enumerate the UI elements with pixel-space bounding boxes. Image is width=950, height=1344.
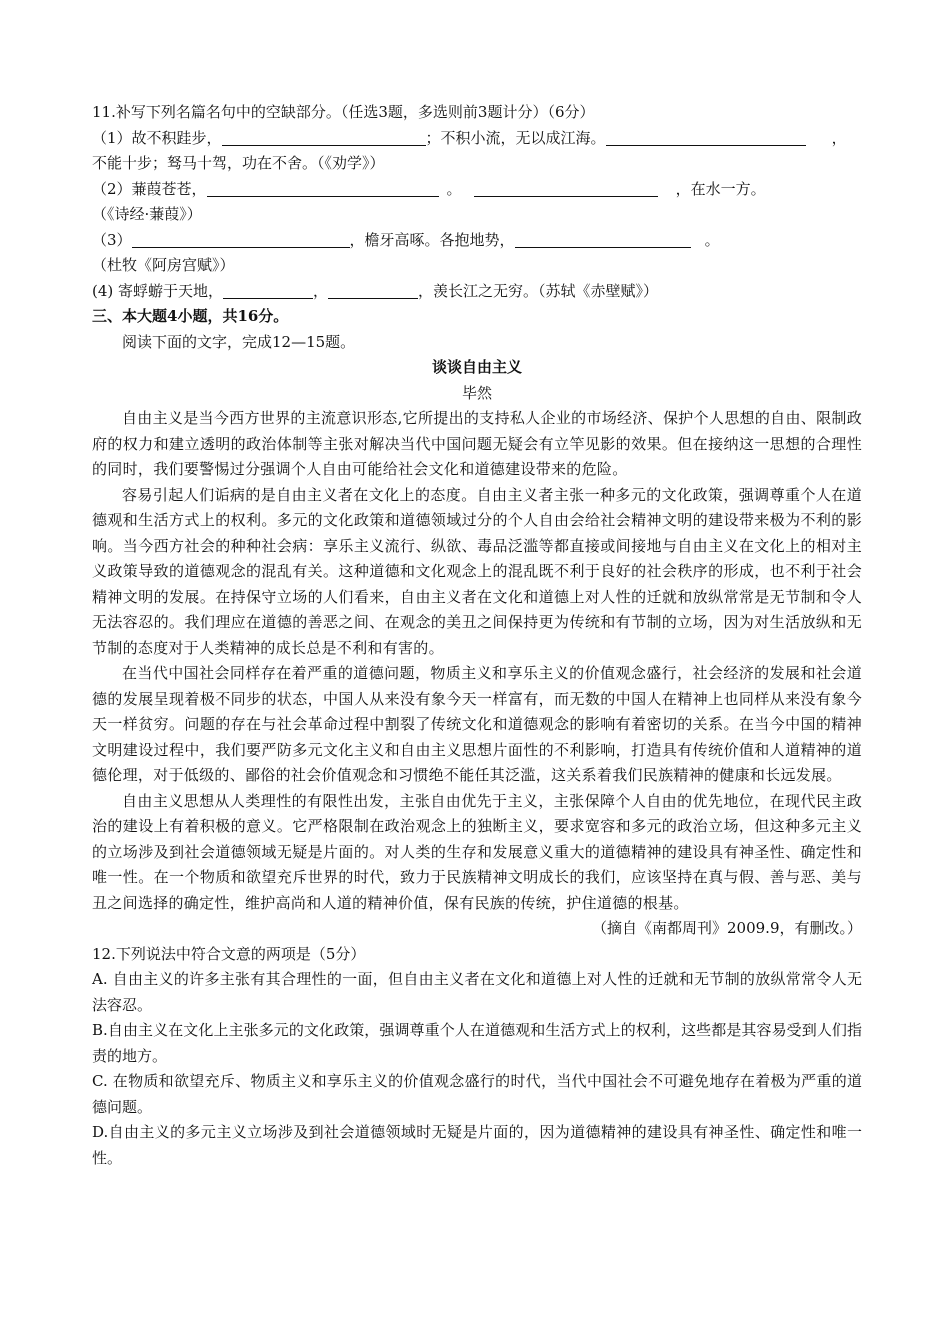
q11-3-blank-2[interactable] [515,231,691,248]
q11-4-text-c: ，羡长江之无穷。（苏轼《赤壁赋》） [418,281,659,300]
q11-2-blank-2[interactable] [474,180,658,197]
q11-4-blank-2[interactable] [328,282,418,299]
article-paragraph-4: 自由主义思想从人类理性的有限性出发，主张自由优先于主义，主张保障个人自由的优先地位，在现代民主政治的建设上有着积极的意义。它严格限制在政治观念上的独断主义，要求宽容和多元的政治立场，但这种多元主义的立场涉及到社会道德领域无疑是片面的。对人类的生存和发展意义重大的道德精神的建设具有神圣性、确定性和唯一性。在一个物质和欲望充斥世界的时代，致力于民族精神文明成长的我们，应该坚持在真与假、善与恶、美与丑之间选择的确定性，维护高尚和人道的精神价值，保有民族的传统，护住道德的根基。 [92,791,862,912]
article-paragraph-1: 自由主义是当今西方世界的主流意识形态,它所提出的支持私人企业的市场经济、保护个人思想的自由、限制政府的权力和建立透明的政治体制等主张对解决当代中国问题无疑会有立竿见影的效果。但在接纳这一思想的合理性的同时，我们要警惕过分强调个人自由可能给社会文化和道德建设带来的危险。 [92,409,862,478]
q11-2-blank-1[interactable] [207,180,439,197]
q11-2-text-c: ，在水一方。 [675,179,766,198]
q11-3-text-c: 。 [704,230,720,249]
q11-1-blank-1[interactable] [222,129,426,146]
q11-3-text-a: （3） [92,230,132,249]
q12-option-d[interactable]: D.自由主义的多元主义立场涉及到社会道德领域时无疑是片面的，因为道德精神的建设具有神圣性、确定性和唯一性。 [92,1123,862,1167]
exam-page [92,100,862,1171]
q11-item-2-line-1 [92,177,862,203]
q11-item-2-line-2: （《诗经·蒹葭》） [92,205,202,223]
article-title: 谈谈自由主义 [431,358,522,376]
q12-option-c[interactable]: C. 在物质和欲望充斥、物质主义和享乐主义的价值观念盛行的时代，当代中国社会不可避免地存在着极为严重的道德问题。 [92,1072,862,1116]
q12-option-a[interactable]: A. 自由主义的许多主张有其合理性的一面，但自由主义者在文化和道德上对人性的迁就和无节制的放纵常常令人无法容忍。 [92,970,862,1014]
article-author: 毕然 [461,383,492,402]
q11-item-3-line-1 [92,228,862,254]
article-paragraph-3: 在当代中国社会同样存在着严重的道德问题，物质主义和享乐主义的价值观念盛行，社会经济的发展和社会道德的发展呈现着极不同步的状态，中国人从来没有象今天一样富有，而无数的中国人在精神上也同样从来没有象今天一样贫穷。问题的存在与社会革命过程中割裂了传统文化和道德观念的影响有着密切的关系。在当今中国的精神文明建设过程中，我们要严防多元文化主义和自由主义思想片面性的不利影响，打造具有传统价值和人道精神的道德伦理，对于低级的、鄙俗的社会价值观念和习惯绝不能任其泛滥，这关系着我们民族精神的健康和长远发展。 [92,664,862,784]
q11-1-text-b: ；不积小流，无以成江海。 [425,128,606,147]
section-3-intro: 阅读下面的文字，完成12—15题。 [122,332,356,351]
q12-option-b[interactable]: B.自由主义在文化上主张多元的文化政策，强调尊重个人在道德观和生活方式上的权利，这些都是其容易受到人们指责的地方。 [92,1021,862,1065]
article-paragraph-2: 容易引起人们诟病的是自由主义者在文化上的态度。自由主义者主张一种多元的文化政策，强调尊重个人在道德观和生活方式上的权利。多元的文化政策和道德领域过分的个人自由会给社会精神文明的建设带来极为不利的影响。当今西方社会的种种社会病：享乐主义流行、纵欲、毒品泛滥等都直接或间接地与自由主义在文化上的相对主义政策导致的道德观念的混乱有关。这种道德和文化观念上的混乱既不利于良好的社会秩序的形成，也不利于社会精神文明的发展。在持保守立场的人们看来，自由主义者在文化和道德上对人性的迁就和放纵常常是无节制和令人无法容忍的。我们理应在道德的善恶之间、在观念的美丑之间保持更为传统和有节制的立场，因为对生活放纵和无节制的态度对于人类精神的成长总是不利和有害的。 [92,485,862,657]
q11-item-3-line-2: （杜牧《阿房宫赋》） [92,256,235,274]
q11-3-blank-1[interactable] [132,231,350,248]
q11-1-text-a: （1）故不积跬步， [92,128,222,147]
q11-3-text-b: ，檐牙高啄。各抱地势， [349,230,515,249]
q11-4-blank-1[interactable] [223,282,313,299]
section-3-heading: 三、本大题4小题，共16分。 [92,307,289,325]
q11-item-1-line-1 [92,126,862,152]
q11-item-1-line-2: 不能十步；驽马十驾，功在不舍。（《劝学》） [92,154,385,172]
q11-1-blank-2[interactable] [606,129,806,146]
q12-header: 12.下列说法中符合文意的两项是（5分） [92,944,366,963]
q11-2-text-b: 。 [446,179,462,198]
q11-header: 11.补写下列名篇名句中的空缺部分。（任选3题，多选则前3题计分）（6分） [92,103,595,121]
q11-2-text-a: （2）蒹葭苍苍， [92,179,207,198]
q11-4-text-b: ， [313,281,329,300]
q11-1-text-c: ， [831,128,847,147]
q11-item-4 [92,279,862,305]
article-source: （摘自《南都周刊》2009.9，有删改。） [592,919,862,937]
q11-4-text-a: (4) 寄蜉蝣于天地， [92,281,224,300]
